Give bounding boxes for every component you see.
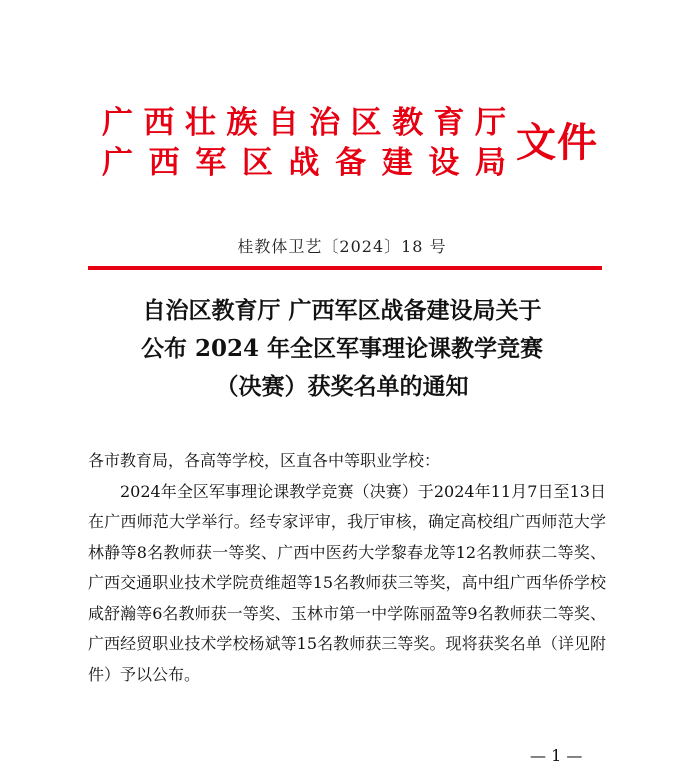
document-type-label: 文件 [516,119,598,166]
document-body [88,446,606,690]
title-line-3: （决赛）获奖名单的通知 [215,373,469,400]
issuer-char: 治 [309,105,341,141]
title-line-2: 公布 2024 年全区军事理论课教学竞赛 [140,335,544,362]
issuer-char: 战 [288,145,320,181]
issuer-char: 西 [148,145,180,181]
issuer-line-1 [102,104,506,142]
issuer-char: 设 [428,145,460,181]
document-header [102,98,602,188]
issuer-char: 广 [102,145,133,181]
issuer-char: 教 [392,105,424,141]
issuer-char: 育 [433,105,465,141]
issuer-char: 备 [335,145,367,181]
issuer-char: 区 [350,105,382,141]
issuer-char: 广 [102,105,133,141]
salutation: 各市教育局，各高等学校，区直各中等职业学校： [88,451,441,470]
issuer-char: 西 [143,105,175,141]
issuer-char: 自 [267,105,299,141]
issuer-char: 军 [195,145,227,181]
title-line-1: 自治区教育厅 广西军区战备建设局关于 [142,297,542,324]
issuer-char: 厅 [474,105,506,141]
document-number: 桂教体卫艺〔2024〕18 号 [237,237,447,256]
page-number: — 1 — [530,746,583,765]
document-title [60,292,624,406]
issuer-char: 区 [241,145,273,181]
red-divider-line [88,266,602,270]
issuer-char: 建 [381,145,413,181]
body-paragraph: 2024年全区军事理论课教学竞赛（决赛）于2024年11月7日至13日在广西师范大学举行。经专家评审，我厅审核，确定高校组广西师范大学林静等8名教师获一等奖、广西中医药大学黎春龙等12名教师获二等奖、广西交通职业技术学院贲维超等15名教师获三等奖，高中组广西华侨学校咸舒瀚等6名教师获一等奖、玉林市第一中学陈丽盈等9名教师获二等奖、广西经贸职业技术学校杨斌等15名教师获三等奖。现将获奖名单（详见附件）予以公布。 [88,481,606,684]
issuer-line-2 [102,144,506,182]
issuer-char: 壮 [184,105,216,141]
issuer-char: 族 [226,105,258,141]
issuer-char: 局 [475,145,506,181]
